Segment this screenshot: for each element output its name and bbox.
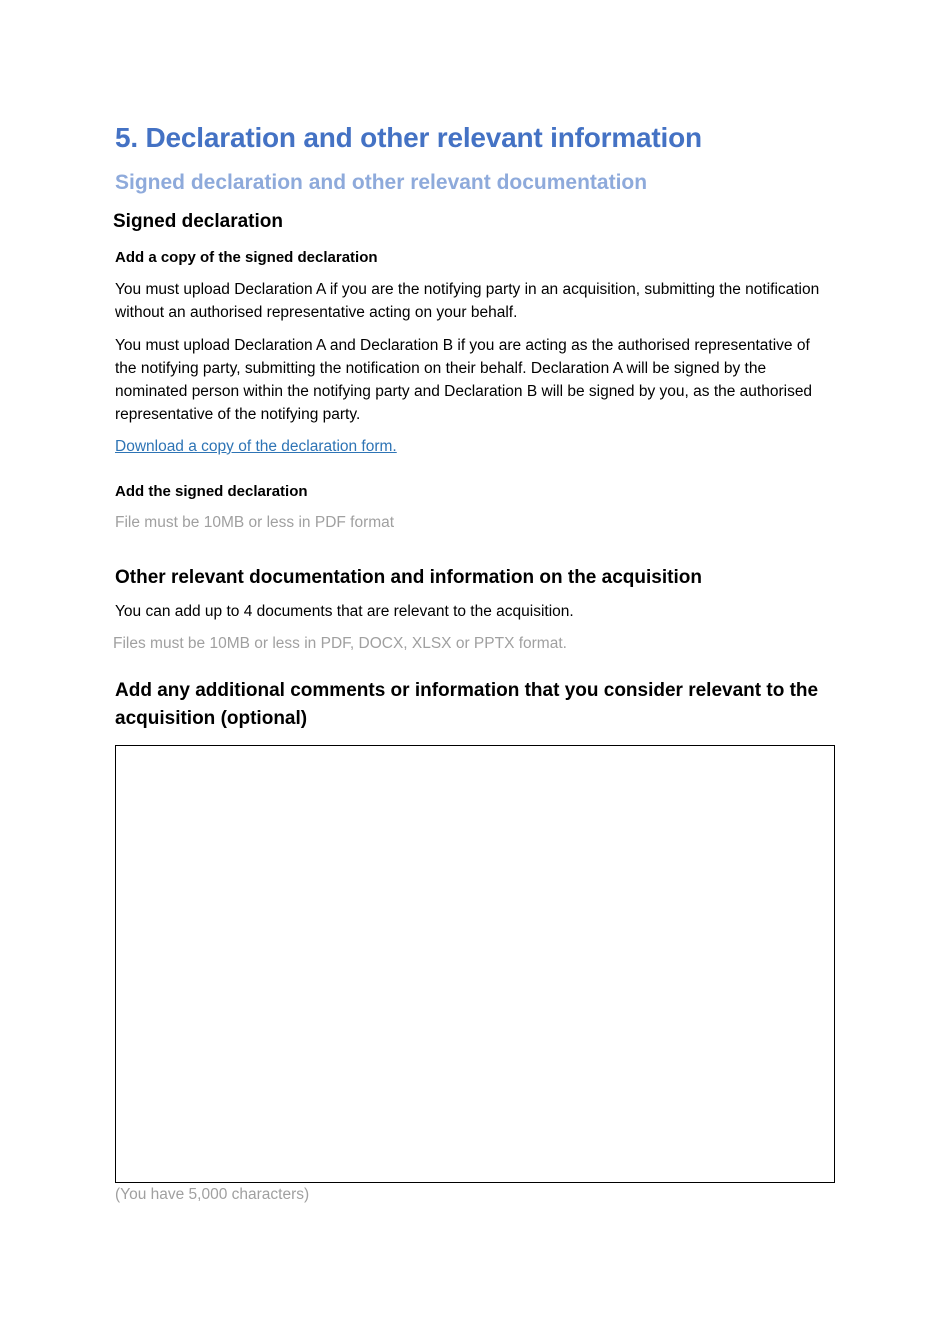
comments-heading: Add any additional comments or information that you consider relevant to the acquisition (optional): [115, 680, 819, 729]
add-signed-declaration-heading: Add the signed declaration: [115, 483, 308, 500]
page-subtitle: Signed declaration and other relevant documentation: [115, 171, 648, 194]
declaration-a-b-paragraph: You must upload Declaration A and Declaration B if you are acting as the authorised representative of the notifying party, submitting the notification on their behalf. Declaration A will be signed by the nominated person within the notifying party and Declaration B will be signed by you, as the authorised representative of the notifying party.: [115, 337, 813, 423]
signed-declaration-heading: Signed declaration: [113, 211, 283, 232]
comments-textarea[interactable]: [115, 745, 835, 1183]
declaration-file-hint: File must be 10MB or less in PDF format: [115, 514, 395, 531]
declaration-page: [115, 118, 835, 1206]
declaration-a-paragraph: You must upload Declaration A if you are the notifying party in an acquisition, submitting the notification without an authorised representative acting on your behalf.: [115, 281, 820, 321]
other-documents-heading: Other relevant documentation and information on the acquisition: [115, 567, 702, 588]
page-title: 5. Declaration and other relevant information: [115, 122, 702, 153]
download-declaration-link[interactable]: Download a copy of the declaration form.: [115, 438, 397, 455]
other-documents-description: You can add up to 4 documents that are relevant to the acquisition.: [115, 603, 574, 620]
character-counter: (You have 5,000 characters): [115, 1186, 310, 1203]
add-copy-heading: Add a copy of the signed declaration: [115, 249, 378, 266]
other-documents-file-hint: Files must be 10MB or less in PDF, DOCX, XLSX or PPTX format.: [113, 635, 567, 652]
